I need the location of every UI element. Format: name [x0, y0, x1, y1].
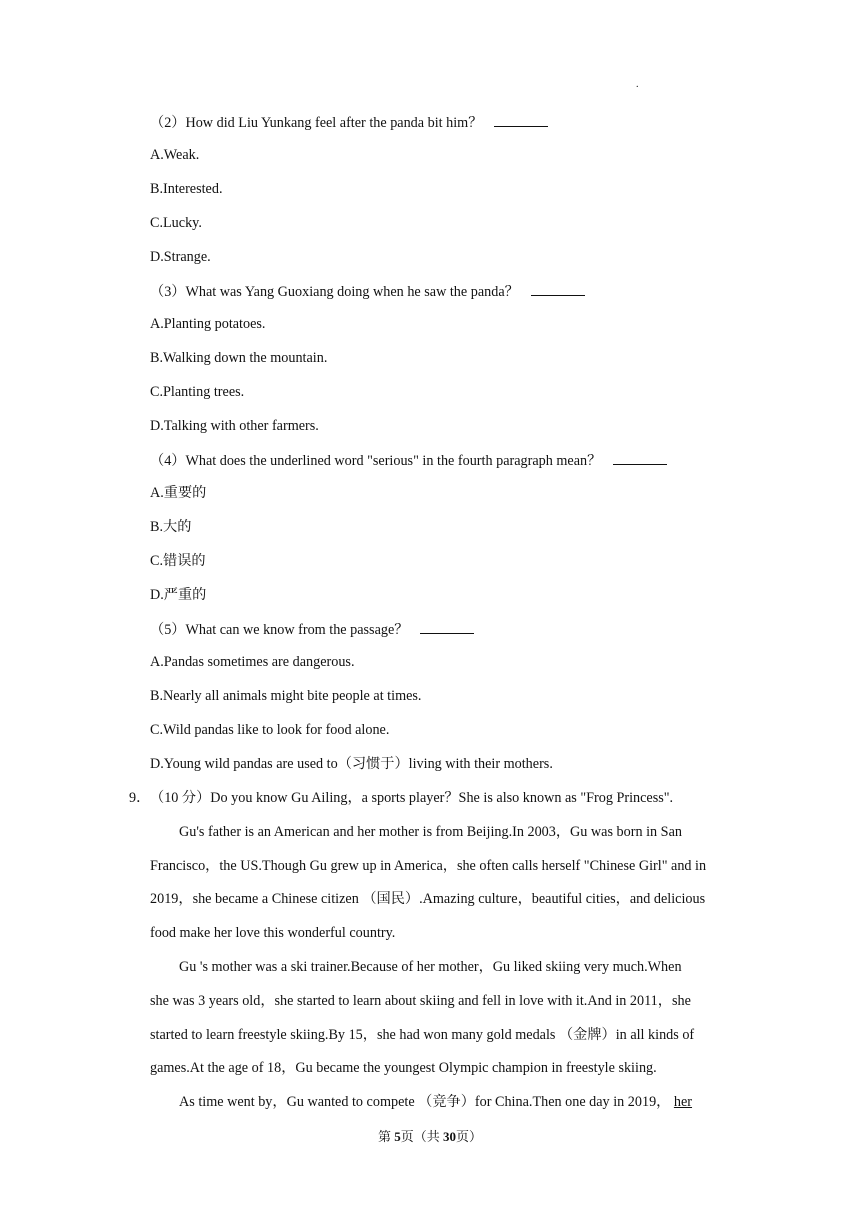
question-4 — [150, 450, 667, 471]
question-5 — [150, 619, 474, 640]
footer-total-pages: 30 — [443, 1129, 456, 1144]
answer-blank — [420, 619, 474, 634]
page-footer — [0, 1127, 860, 1147]
option-4a: A.重要的 — [150, 485, 207, 501]
paragraph-1-line: 2019，she became a Chinese citizen （国民）.Amazing culture，beautiful cities，and delicious — [150, 891, 706, 907]
option-2d: D.Strange. — [150, 249, 211, 265]
question-5-prompt: （5）What can we know from the passage？ — [150, 622, 409, 638]
paragraph-2-line: she was 3 years old，she started to learn about skiing and fell in love with it.And in 2011，she — [150, 993, 691, 1009]
option-3a: A.Planting potatoes. — [150, 316, 266, 332]
paragraph-2-line: Gu 's mother was a ski trainer.Because of her mother，Gu liked skiing very much.When — [179, 959, 682, 975]
footer-post: 页） — [456, 1129, 483, 1144]
option-4c: C.错误的 — [150, 553, 206, 569]
paragraph-2-line: started to learn freestyle skiing.By 15，she had won many gold medals （金牌）in all kinds of — [150, 1027, 695, 1043]
question-4-prompt: （4）What does the underlined word "serious" in the fourth paragraph mean？ — [150, 453, 602, 469]
option-3b: B.Walking down the mountain. — [150, 350, 328, 366]
item-9-number: 9． — [129, 790, 151, 806]
option-4b: B.大的 — [150, 519, 192, 535]
answer-blank — [613, 450, 667, 465]
option-2a: A.Weak. — [150, 147, 200, 163]
question-2-prompt: （2）How did Liu Yunkang feel after the panda bit him？ — [150, 115, 483, 131]
paragraph-1-line: Gu's father is an American and her mother is from Beijing.In 2003，Gu was born in San — [179, 824, 682, 840]
option-5d: D.Young wild pandas are used to（习惯于）living with their mothers. — [150, 756, 553, 772]
option-4d: D.严重的 — [150, 587, 207, 603]
option-5b: B.Nearly all animals might bite people at times. — [150, 688, 422, 704]
underlined-phrase: her — [673, 1094, 693, 1110]
footer-pre: 第 — [377, 1129, 395, 1144]
answer-blank — [531, 281, 585, 296]
option-2b: B.Interested. — [150, 181, 223, 197]
footer-mid: 页（共 — [400, 1129, 443, 1144]
option-3d: D.Talking with other farmers. — [150, 418, 319, 434]
question-3-prompt: （3）What was Yang Guoxiang doing when he saw the panda？ — [150, 284, 519, 300]
header-mark: . — [636, 79, 639, 90]
option-2c: C.Lucky. — [150, 215, 202, 231]
answer-blank — [494, 112, 548, 127]
paragraph-1-line: Francisco，the US.Though Gu grew up in America，she often calls herself "Chinese Girl" and in — [150, 858, 707, 874]
paragraph-2-line: games.At the age of 18，Gu became the youngest Olympic champion in freestyle skiing. — [150, 1060, 657, 1076]
option-3c: C.Planting trees. — [150, 384, 245, 400]
question-3 — [150, 281, 585, 302]
paragraph-1-line: food make her love this wonderful country. — [150, 925, 396, 941]
option-5c: C.Wild pandas like to look for food alone. — [150, 722, 390, 738]
footer-page-number: 5 — [394, 1129, 401, 1144]
option-5a: A.Pandas sometimes are dangerous. — [150, 654, 355, 670]
question-2 — [150, 112, 548, 133]
paragraph-3-text: As time went by，Gu wanted to compete （竞争）for China.Then one day in 2019， — [179, 1094, 671, 1110]
paragraph-3-line — [179, 1092, 692, 1112]
item-9-intro: （10 分）Do you know Gu Ailing，a sports player？She is also known as "Frog Princess". — [150, 790, 674, 806]
